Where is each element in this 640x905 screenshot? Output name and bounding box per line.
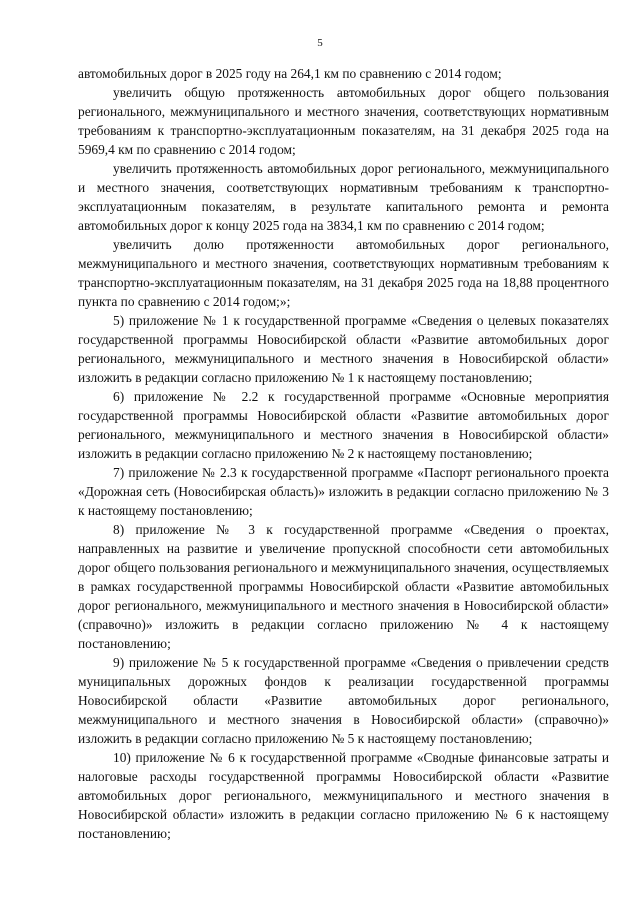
document-body bbox=[78, 64, 609, 843]
paragraph-item-6: 6) приложение № 2.2 к государственной программе «Основные мероприятия государственной программы Новосибирской области «Развитие автомобильных дорог регионального, межмуниципального и местного значения в Новосибирской области» изложить в редакции согласно приложению № 2 к настоящему постановлению; bbox=[78, 389, 609, 461]
paragraph-item-7: 7) приложение № 2.3 к государственной программе «Паспорт регионального проекта «Дорожная сеть (Новосибирская область)» изложить в редакции согласно приложению № 3 к настоящему постановлению; bbox=[78, 465, 609, 518]
paragraph-share-goal: увеличить долю протяженности автомобильных дорог регионального, межмуниципального и местного значения, соответствующих нормативным требованиям к транспортно-эксплуатационным показателям, на 31 декабря 2025 года на 18,88 процентного пункта по сравнению с 2014 годом;»; bbox=[78, 237, 609, 309]
paragraph-total-length-goal: увеличить общую протяженность автомобильных дорог общего пользования регионального, межмуниципального и местного значения, соответствующих нормативным требованиям к транспортно-эксплуатационным показателям, на 31 декабря 2025 года на 5969,4 км по сравнению с 2014 годом; bbox=[78, 85, 609, 157]
paragraph-continuation: автомобильных дорог в 2025 году на 264,1 км по сравнению с 2014 годом; bbox=[78, 66, 502, 81]
paragraph-item-5: 5) приложение № 1 к государственной программе «Сведения о целевых показателях государственной программы Новосибирской области «Развитие автомобильных дорог регионального, межмуниципального и местного значения в Новосибирской области» изложить в редакции согласно приложению № 1 к настоящему постановлению; bbox=[78, 313, 609, 385]
paragraph-item-10: 10) приложение № 6 к государственной программе «Сводные финансовые затраты и налоговые расходы государственной программы Новосибирской области «Развитие автомобильных дорог регионального, межмуниципального и местного значения в Новосибирской области» изложить в редакции согласно приложению № 6 к настоящему постановлению; bbox=[78, 750, 609, 841]
page-number: 5 bbox=[317, 37, 323, 49]
paragraph-item-9: 9) приложение № 5 к государственной программе «Сведения о привлечении средств муниципальных дорожных фондов к реализации государственной программы Новосибирской области «Развитие автомобильных дорог регионального, межмуниципального и местного значения в Новосибирской области» (справочно)» изложить в редакции согласно приложению № 5 к настоящему постановлению; bbox=[78, 655, 609, 746]
paragraph-item-8: 8) приложение № 3 к государственной программе «Сведения о проектах, направленных на развитие и увеличение пропускной способности сети автомобильных дорог общего пользования регионального и межмуниципального значения, осуществляемых в рамках государственной программы Новосибирской области «Развитие автомобильных дорог регионального, межмуниципального и местного значения в Новосибирской области» (справочно)» изложить в редакции согласно приложению № 4 к настоящему постановлению; bbox=[78, 522, 609, 651]
paragraph-repair-length-goal: увеличить протяженность автомобильных дорог регионального, межмуниципального и местного значения, соответствующих нормативным требованиям к транспортно-эксплуатационным показателям, в результате капитального ремонта и ремонта автомобильных дорог к концу 2025 года на 3834,1 км по сравнению с 2014 годом; bbox=[78, 161, 609, 233]
